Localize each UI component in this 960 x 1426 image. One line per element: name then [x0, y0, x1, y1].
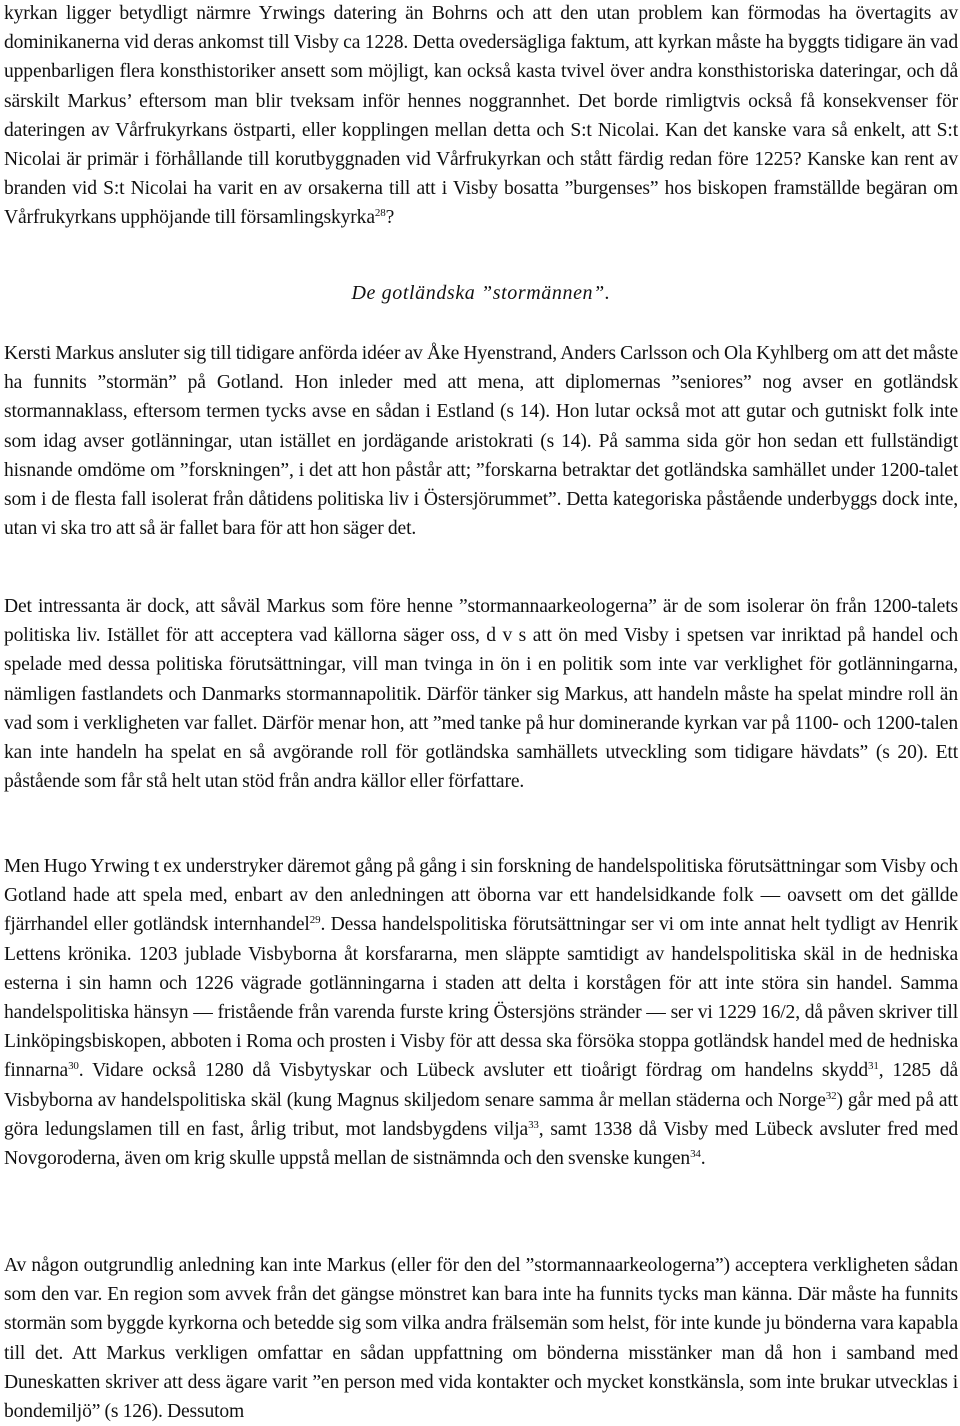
text-run: ? — [385, 207, 395, 229]
paragraph-3 — [4, 592, 958, 796]
paragraph-5 — [4, 1251, 958, 1426]
paragraph-2 — [4, 339, 958, 543]
text-run: Av någon outgrundlig anledning kan inte Markus (eller för den del ”stormannaarkeologerna”) acceptera verkligheten sådan som den var. En region som avvek från det gängse mönstret kan bara inte ha funnits tycks man känna. Där måste ha funnits stormän som byggde kyrkorna och betedde sig som vilka andra frälsemän som helst, för inte kunde ju bönderna vara kapabla till det. Att Markus verkligen omfattar en sådan uppfattning om bönderna misstänker man då hon i samband med Duneskatten skriver att dess ägare varit ”en person med vida kontakter och mycket konstkänsla, som inte brukar utvecklas i bondemiljö” (s 126). Dessutom — [4, 1255, 958, 1423]
text-run: kyrkan ligger betydligt närmre Yrwings datering än Bohrns och att den utan problem kan förmodas ha övertagits av dominikanerna vid deras ankomst till Visby ca 1228. Detta ovedersägliga faktum, att kyrkan måste ha byggts tidigare än vad uppenbarligen flera konsthistoriker ansett som möjligt, kan också kasta tvivel över andra konsthistoriska dateringar, och då särskilt Markus’ eftersom man blir tveksam inför hennes noggrannhet. Det borde rimligtvis också få konsekvenser för dateringen av Vårfrukyrkans östparti, eller kopplingen mellan detta och S:t Nicolai. Kan det kanske vara så enkelt, att S:t Nicolai är primär i förhållande till korutbyggnaden vid Vårfrukyrkan och stått färdig redan före 1225? Kanske kan rent av branden vid S:t Nicolai ha varit en av orsakerna till att i Visby bosatta ”burgenses” hos biskopen framställde begäran om Vårfrukyrkans upphöjande till församlingskyrka — [4, 3, 958, 229]
text-run: , samt 1338 då Visby med Lübeck avsluter fred med Novgoroderna, även om krig skulle uppstå mellan de sistnämnda och den svenske kungen — [4, 1118, 958, 1170]
text-run: . Vidare också 1280 då Visbytyskar och Lübeck avsluter ett tioårigt fördrag om handelns skydd — [78, 1060, 868, 1082]
paragraph-4 — [4, 852, 958, 1173]
text-run: , 1285 då Visbyborna av handelspolitiska skäl (kung Magnus skiljedom senare samma år mellan städerna och Norge — [4, 1060, 959, 1111]
text-run: . Dessa handelspolitiska förutsättningar ser vi om inte annat helt tydligt av Henrik Lettens krönika. 1203 jublade Visbyborna åt korsfararna, men släppte samtidigt av handelspolitiska skäl in de hedniska esterna i sin hamn och 1226 vägrade gotlänningarna i staden att delta i korstågen för att inte störa sin handel. Samma handelspolitiska hänsyn — fristående från varenda furste kring Östersjöns stränder — ser vi 1229 16/2, då påven skriver till Linköpingsbiskopen, abboten i Roma och prosten i Visby för att dessa ska försöka stoppa gotländsk handel med de hedniska finnarna — [4, 914, 959, 1082]
text-run: Men Hugo Yrwing t ex understryker däremot gång på gång i sin forskning de handelspolitiska förutsättningar som Visby och Gotland hade att spela med, enbart av den anledningen att öborna var ett handelsidkande folk — oavsett om det gällde fjärrhandel eller gotländsk internhandel — [4, 856, 958, 936]
footnote-ref: 29 — [309, 914, 321, 927]
paragraph-1 — [4, 0, 958, 233]
text-run: ) går med på att göra ledungslamen till en fast, årlig tribut, mot landsbygdens vilja — [4, 1089, 958, 1140]
text-run: . — [700, 1148, 706, 1170]
footnote-ref: 34 — [690, 1148, 701, 1161]
text-run: Kersti Markus ansluter sig till tidigare anförda idéer av Åke Hyenstrand, Anders Carlsson och Ola Kyhlberg om att det måste ha funnits ”stormän” på Gotland. Hon inleder med att mena, att diplomernas ”seniores” nog avser en gotländsk stormannaklass, eftersom termen tycks avse en sådan i Estland (s 14). Hon lutar också mot att gutar och gutniskt folk inte som idag avser gotlänningar, utan istället en jordägande aristokrati (s 14). På samma sida gör hon sedan ett fullständigt hisnande omdöme om ”forskningen”, i det att hon påstår att; ”forskarna betraktar det gotländska samhället under 1200-talet som i de flesta fall isolerat från dåtidens politiska liv i Östersjörummet”. Detta kategoriska påstående underbyggs dock inte, utan vi ska tro att så är fallet bara för att hon säger det. — [4, 343, 958, 540]
footnote-ref: 31 — [867, 1060, 879, 1073]
section-heading: De gotländska ”stormännen”. — [351, 282, 611, 304]
footnote-ref: 30 — [68, 1060, 79, 1073]
footnote-ref: 33 — [528, 1118, 539, 1131]
text-run: Det intressanta är dock, att såväl Markus som före henne ”stormannaarkeologerna” är de som isolerar ön från 1200-talets politiska liv. Istället för att acceptera vad källorna säger oss, d v s att ön med Visby i spetsen var inriktad på handel och spelade med dessa politiska förutsättningar, vill man tvinga in ön i en politik som inte var verklighet för gotlänningarna, nämligen fastlandets och Danmarks stormannapolitik. Därför tänker sig Markus, att handeln måste ha spelat mindre roll än vad som i verkligheten var fallet. Därför menar hon, att ”med tanke på hur dominerande kyrkan var på 1100- och 1200-talen kan inte handeln ha spelat en så avgörande roll för gotländska samhällets utveckling som tidigare hävdats” (s 20). Ett påstående som får stå helt utan stöd från andra källor eller författare. — [4, 596, 958, 793]
footnote-ref: 32 — [825, 1089, 837, 1102]
footnote-ref: 28 — [374, 207, 386, 220]
